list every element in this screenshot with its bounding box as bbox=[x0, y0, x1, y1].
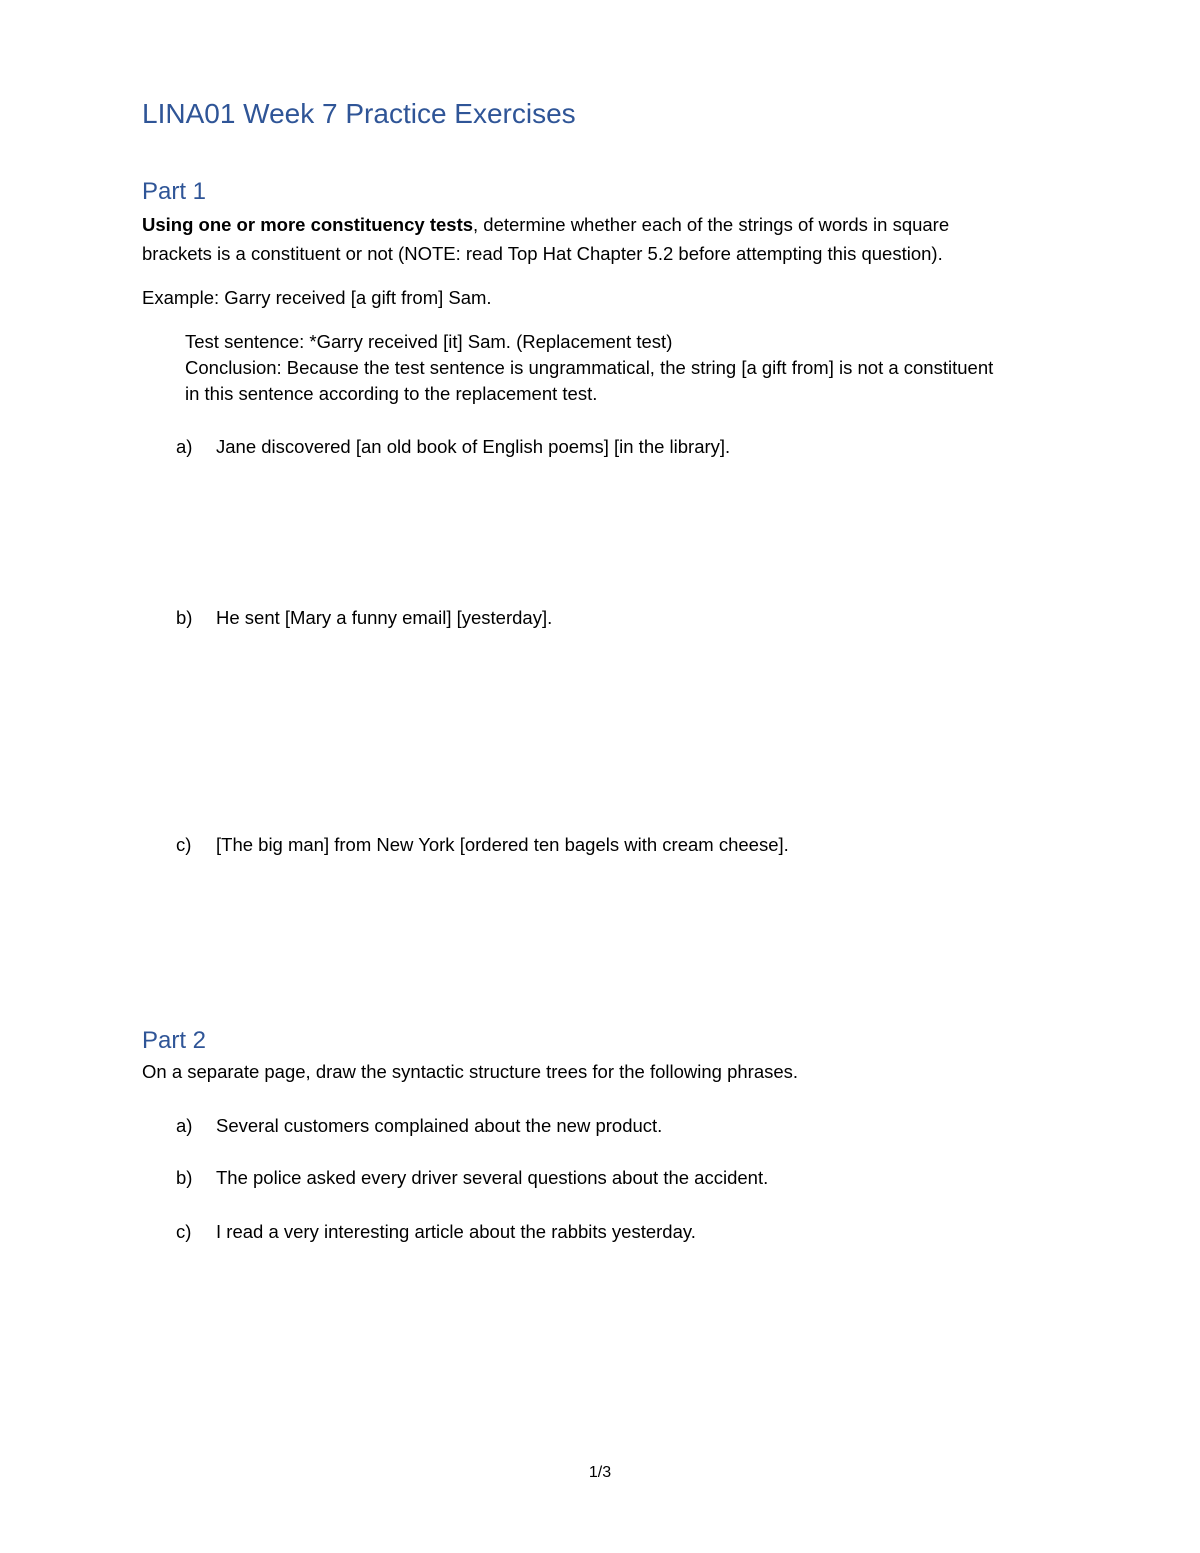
example-sentence: Example: Garry received [a gift from] Sam. bbox=[142, 287, 492, 308]
part1-instructions-bold: Using one or more constituency tests bbox=[142, 214, 474, 235]
document-title: LINA01 Week 7 Practice Exercises bbox=[142, 98, 576, 129]
list-item-text: He sent [Mary a funny email] [yesterday]. bbox=[216, 607, 553, 628]
part1-item-a bbox=[176, 434, 730, 460]
test-sentence: Test sentence: *Garry received [it] Sam. (Replacement test) bbox=[185, 331, 673, 352]
part2-instructions: On a separate page, draw the syntactic structure trees for the following phrases. bbox=[142, 1061, 799, 1082]
part2-item-b bbox=[176, 1165, 768, 1191]
part2-item-a bbox=[176, 1113, 662, 1139]
part2-item-c bbox=[176, 1219, 696, 1245]
list-marker: a) bbox=[176, 436, 193, 457]
conclusion-text: Conclusion: Because the test sentence is ungrammatical, the string [a gift from] is not a constituent bbox=[185, 357, 994, 378]
part1-instructions bbox=[142, 212, 949, 238]
list-item-text: Jane discovered [an old book of English poems] [in the library]. bbox=[216, 436, 731, 457]
part1-item-c bbox=[176, 832, 789, 858]
list-item-text: Several customers complained about the new product. bbox=[216, 1115, 663, 1136]
list-marker: c) bbox=[176, 834, 192, 855]
list-item-text: I read a very interesting article about the rabbits yesterday. bbox=[216, 1221, 696, 1242]
part1-heading: Part 1 bbox=[142, 178, 207, 205]
conclusion-text-line2: in this sentence according to the replacement test. bbox=[185, 383, 598, 404]
part1-instructions-line2: brackets is a constituent or not (NOTE: read Top Hat Chapter 5.2 before attempting this question). bbox=[142, 243, 943, 264]
list-marker: a) bbox=[176, 1115, 193, 1136]
part1-instructions-rest: , determine whether each of the strings of words in square bbox=[473, 214, 950, 235]
list-marker: b) bbox=[176, 1167, 193, 1188]
list-marker: b) bbox=[176, 607, 193, 628]
part1-item-b bbox=[176, 605, 552, 631]
list-item-text: [The big man] from New York [ordered ten bagels with cream cheese]. bbox=[216, 834, 789, 855]
part2-heading: Part 2 bbox=[142, 1027, 207, 1054]
page-number: 1/3 bbox=[588, 1464, 612, 1481]
list-marker: c) bbox=[176, 1221, 192, 1242]
list-item-text: The police asked every driver several questions about the accident. bbox=[216, 1167, 769, 1188]
